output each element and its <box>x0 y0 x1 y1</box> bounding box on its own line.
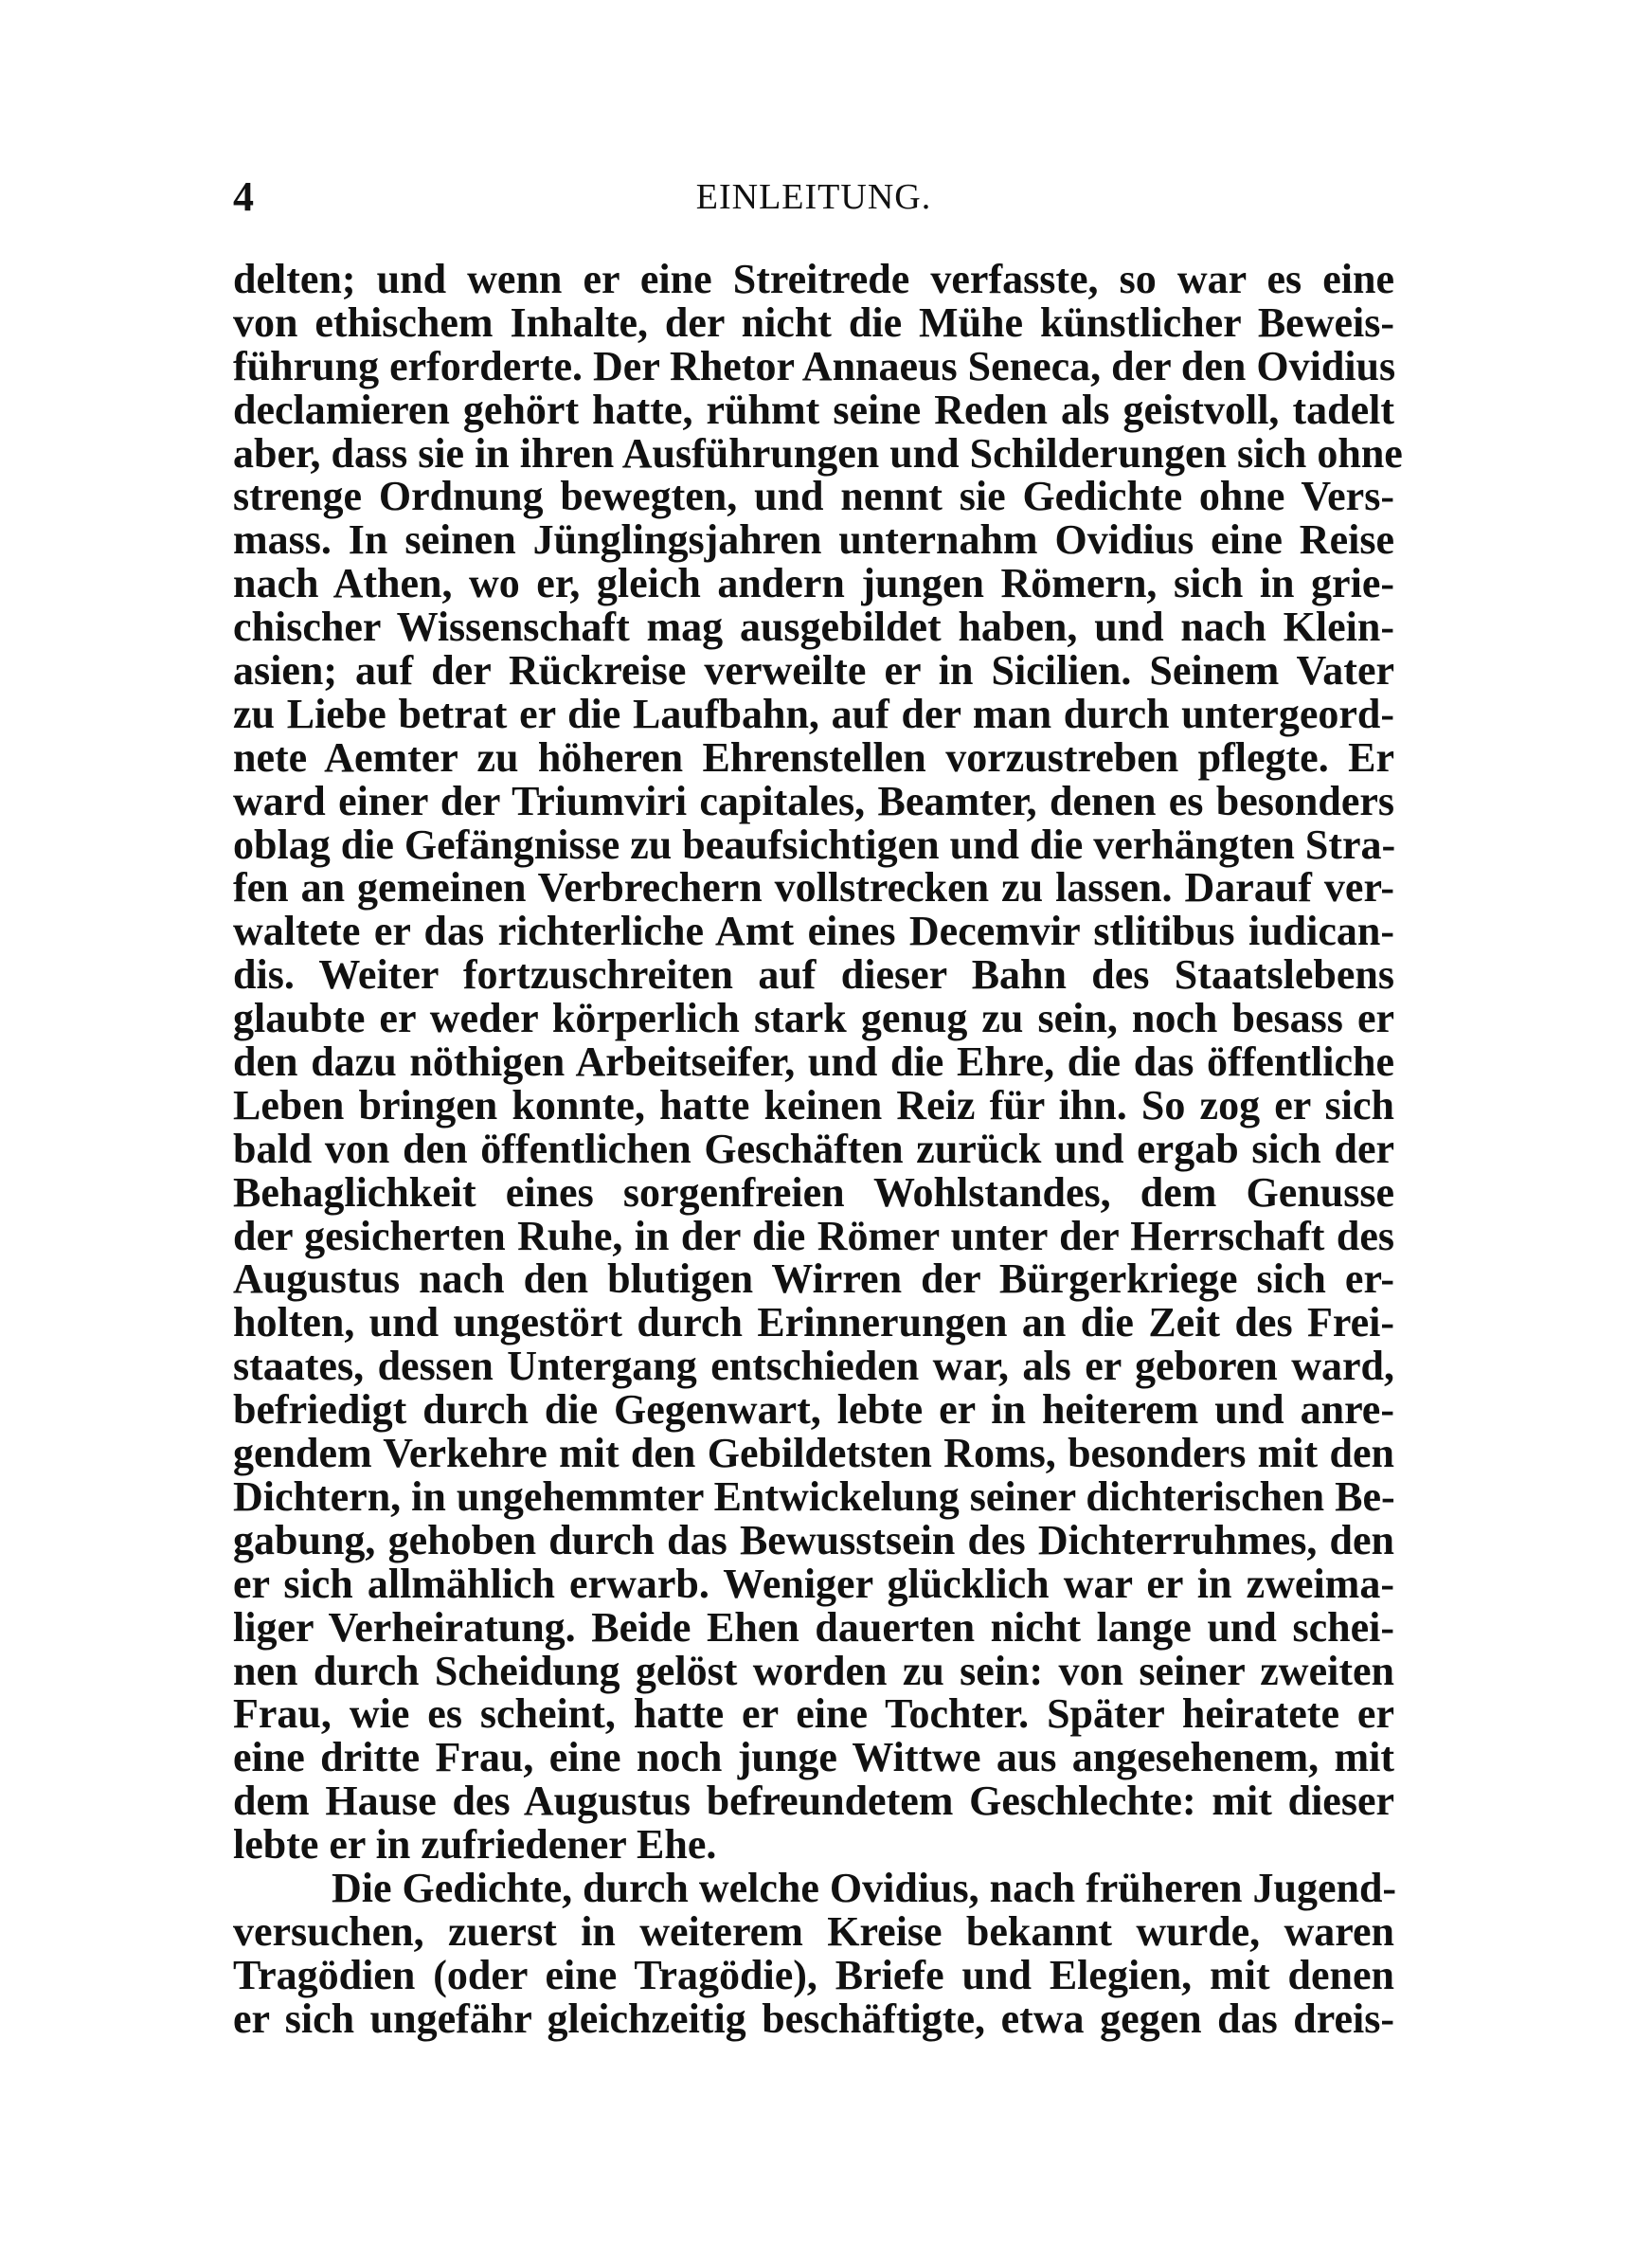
text-line: staates, dessen Untergang entschieden war, als er geboren ward, <box>233 1343 1394 1390</box>
text-line: Tragödien (oder eine Tragödie), Briefe und Elegien, mit denen <box>233 1951 1394 1998</box>
paragraph-end-line: lebte er in zufriedener Ehe. <box>233 1821 717 1869</box>
text-line: strenge Ordnung bewegten, und nennt sie Gedichte ohne Vers- <box>233 473 1394 520</box>
text-line: Dichtern, in ungehemmter Entwickelung seiner dichterischen Be- <box>233 1472 1395 1520</box>
text-line: delten; und wenn er eine Streitrede verfasste, so war es eine <box>233 256 1394 302</box>
text-line: Frau, wie es scheint, hatte er eine Tochter. Später heiratete er <box>233 1690 1394 1738</box>
text-line: gendem Verkehre mit den Gebildetsten Roms, besonders mit den <box>233 1430 1394 1477</box>
running-title: EINLEITUNG. <box>695 177 932 217</box>
text-line: Augustus nach den blutigen Wirren der Bürgerkriege sich er- <box>233 1255 1394 1303</box>
text-line: nach Athen, wo er, gleich andern jungen Römern, sich in grie- <box>233 560 1394 607</box>
text-line: mass. In seinen Jünglingsjahren unternahm Ovidius eine Reise <box>233 516 1394 564</box>
body-text <box>233 256 1403 2042</box>
text-line: dis. Weiter fortzuschreiten auf dieser Bahn des Staatslebens <box>233 951 1394 999</box>
text-line: nete Aemter zu höheren Ehrenstellen vorzustreben pflegte. Er <box>233 733 1394 781</box>
paragraph-start-line: Die Gedichte, durch welche Ovidius, nach früheren Jugend- <box>332 1864 1397 1911</box>
text-line: gabung, gehoben durch das Bewusstsein des Dichterruhmes, den <box>233 1516 1394 1563</box>
text-line: declamieren gehört hatte, rühmt seine Reden als geistvoll, tadelt <box>233 386 1394 433</box>
text-line: chischer Wissenschaft mag ausgebildet haben, und nach Klein- <box>233 604 1394 651</box>
text-line: eine dritte Frau, eine noch junge Wittwe aus angesehenem, mit <box>233 1734 1394 1781</box>
text-line: holten, und ungestört durch Erinnerungen an die Zeit des Frei- <box>233 1299 1394 1346</box>
text-line: waltete er das richterliche Amt eines Decemvir stlitibus iudican- <box>233 908 1394 955</box>
text-line: oblag die Gefängnisse zu beaufsichtigen und die verhängten Stra- <box>233 821 1396 868</box>
text-line: asien; auf der Rückreise verweilte er in Sicilien. Seinem Vater <box>233 647 1394 695</box>
text-line: er sich ungefähr gleichzeitig beschäftigte, etwa gegen das dreis- <box>233 1995 1394 2042</box>
page-number: 4 <box>233 173 254 220</box>
text-line: führung erforderte. Der Rhetor Annaeus Seneca, der den Ovidius <box>233 342 1396 389</box>
text-line: er sich allmählich erwarb. Weniger glücklich war er in zweima- <box>233 1560 1394 1607</box>
text-line: den dazu nöthigen Arbeitseifer, und die Ehre, die das öffentliche <box>233 1038 1394 1086</box>
text-line: der gesicherten Ruhe, in der die Römer unter der Herrschaft des <box>233 1212 1394 1259</box>
text-line: aber, dass sie in ihren Ausführungen und Schilderungen sich ohne <box>233 429 1403 477</box>
text-line: zu Liebe betrat er die Laufbahn, auf der man durch untergeord- <box>233 690 1394 737</box>
text-line: von ethischem Inhalte, der nicht die Mühe künstlicher Beweis- <box>233 298 1394 346</box>
text-line: dem Hause des Augustus befreundetem Geschlechte: mit dieser <box>233 1778 1394 1825</box>
text-line: ward einer der Triumviri capitales, Beamter, denen es besonders <box>233 777 1394 824</box>
text-line: bald von den öffentlichen Geschäften zurück und ergab sich der <box>233 1125 1394 1172</box>
text-line: versuchen, zuerst in weiterem Kreise bekannt wurde, waren <box>233 1907 1394 1955</box>
text-line: Behaglichkeit eines sorgenfreien Wohlstandes, dem Genusse <box>233 1168 1394 1216</box>
text-line: nen durch Scheidung gelöst worden zu sein: von seiner zweiten <box>233 1647 1394 1694</box>
text-line: befriedigt durch die Gegenwart, lebte er in heiterem und anre- <box>233 1386 1394 1434</box>
text-line: fen an gemeinen Verbrechern vollstrecken zu lassen. Darauf ver- <box>233 864 1394 912</box>
text-line: Leben bringen konnte, hatte keinen Reiz für ihn. So zog er sich <box>233 1081 1394 1128</box>
text-line: glaubte er weder körperlich stark genug zu sein, noch besass er <box>233 995 1394 1042</box>
running-head <box>233 169 1394 226</box>
text-line: liger Verheiratung. Beide Ehen dauerten nicht lange und schei- <box>233 1603 1394 1651</box>
